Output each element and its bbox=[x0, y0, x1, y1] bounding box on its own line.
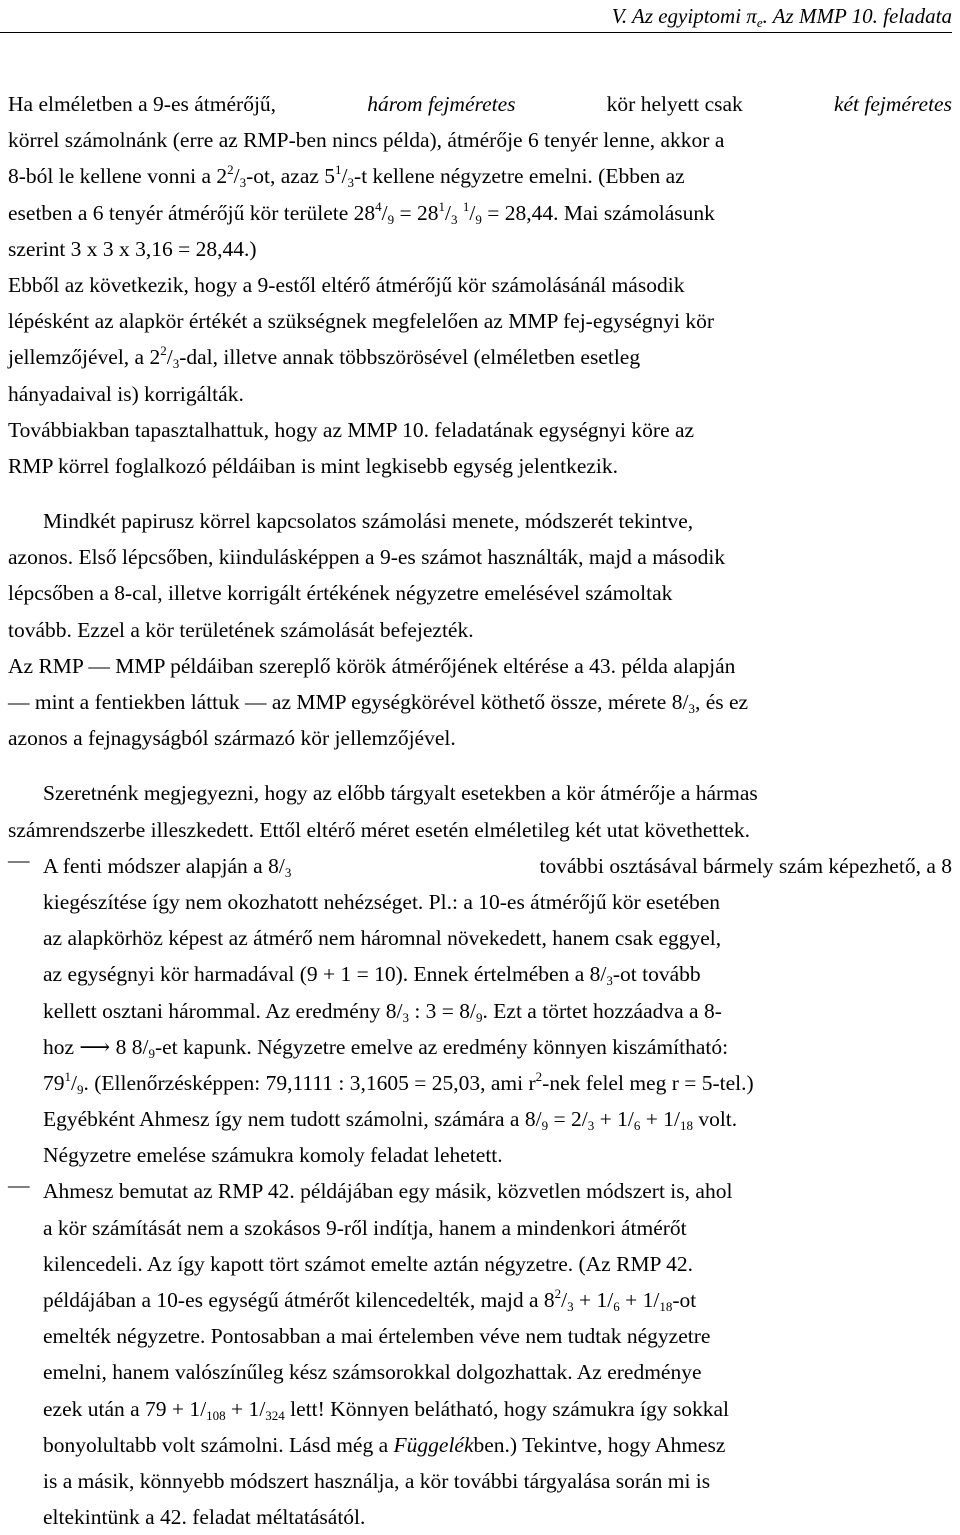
header-suffix: . Az MMP 10. feladata bbox=[762, 4, 952, 28]
text-line: azonos. Első lépcsőben, kiindulásképpen a 9-es számot használták, majd a második bbox=[8, 545, 726, 570]
text-line: emelték négyzetre. Pontosabban a mai értelemben véve nem tudtak négyzetre bbox=[43, 1324, 711, 1349]
text-line: azonos a fejnagyságból származó kör jellemzőjével. bbox=[8, 726, 456, 751]
text-line: körrel számolnánk (erre az RMP-ben nincs példa), átmérője 6 tenyér lenne, akkor a bbox=[8, 128, 725, 153]
text-line: hányadaival is) korrigálták. bbox=[8, 381, 244, 406]
text-line: eltekintünk a 42. feladat méltatásától. bbox=[43, 1505, 366, 1530]
text-line: Ebből az következik, hogy a 9-estől eltérő átmérőjű kör számolásánál második bbox=[8, 272, 685, 297]
running-header bbox=[0, 4, 952, 33]
text-line: hoz ⟶ 8 $8/_9-et$ kapunk. Négyzetre emelve az eredmény könnyen kiszámítható: bbox=[43, 1029, 952, 1065]
text-line: az alapkörhöz képest az átmérő nem háromnal növekedett, hanem csak eggyel, bbox=[43, 926, 722, 951]
text-line: lépésként az alapkör értékét a szükségnek megfelelően az MMP fej-egységnyi kör bbox=[8, 309, 715, 334]
text-line: Négyzetre emelése számukra komoly feladat lehetett. bbox=[43, 1143, 503, 1168]
text-line: példájában a 10-es egységű átmérőt kilencedelték, majd a $8^2/_3 + 1/_6 + 1/_{18}-ot$ bbox=[43, 1286, 697, 1314]
text-line: Az RMP — MMP példáiban szereplő körök átmérőjének eltérése a 43. példa alapján bbox=[8, 653, 736, 678]
text-line: kellett osztani hárommal. Az eredmény $8/_3$ : $3 = 8/_9$. Ezt a törtet hozzáadva a 8- bbox=[43, 998, 722, 1025]
text-line: Egyébként Ahmesz így nem tudott számolni, számára a $8/_9 = 2/_3 + 1/_6 + 1/_{18}$ volt. bbox=[43, 1107, 738, 1134]
header-sub: e bbox=[756, 15, 763, 30]
text-line: $79^1/_9$. (Ellenőrzésképpen: 79,1111 : 3,1605 = 25,03, ami $r^2$-nek felel meg r = 5-tel.) bbox=[43, 1068, 754, 1097]
text-line: a kör számítását nem a szokásos 9-ről indítja, hanem a mindenkori átmérőt bbox=[43, 1215, 687, 1240]
text-line: az egységnyi kör harmadával (9 + 1 = 10). Ennek értelmében a $8/_3-ot$ tovább bbox=[43, 962, 701, 989]
dash-bullet: — bbox=[8, 1173, 30, 1198]
text-line: tovább. Ezzel a kör területének számolását befejezték. bbox=[8, 617, 474, 642]
text-line: is a másik, könnyebb módszert használja, a kör további tárgyalása során mi is bbox=[43, 1468, 711, 1493]
text-line: számrendszerbe illeszkedett. Ettől eltérő méret esetén elméletileg két utat követhettek. bbox=[8, 817, 751, 842]
paragraph-4 bbox=[8, 503, 952, 648]
list-item-1 bbox=[8, 848, 952, 1174]
list-item-2 bbox=[8, 1173, 952, 1535]
text-line: A fenti módszer alapján a $8/_3$ további osztásával bármely szám képezhető, a 8 bbox=[43, 853, 952, 880]
text-line: kilencedeli. Az így kapott tört számot emelte aztán négyzetre. (Az RMP 42. bbox=[43, 1251, 693, 1276]
text-line: ezek után a $79 + 1/_{108} + 1/_{324}$ lett! Könnyen belátható, hogy számukra így sokkal bbox=[43, 1396, 730, 1423]
document-body bbox=[8, 86, 952, 1535]
text-line: lépcsőben a 8-cal, illetve korrigált értékének négyzetre emelésével számoltak bbox=[8, 581, 673, 606]
paragraph-2 bbox=[8, 267, 952, 412]
header-title: V. Az egyiptomi π bbox=[611, 4, 757, 28]
text-line: 8-ból le kellene vonni a $2^2/_3-ot$, azaz $5^1/_3-t$ kellene négyzetre emelni. (Ebben az bbox=[8, 162, 685, 191]
text-line: Ha elméletben a 9-es átmérőjű, három fejméretes kör helyett csak két fejméretes bbox=[8, 92, 952, 116]
text-line: szerint 3 x 3 x 3,16 = 28,44.) bbox=[8, 236, 257, 261]
text-line: jellemzőjével, a $2^2/_3$-dal, illetve annak többszörösével (elméletben esetleg bbox=[8, 343, 641, 372]
dash-bullet: — bbox=[8, 847, 30, 872]
text-line: Ahmesz bemutat az RMP 42. példájában egy másik, közvetlen módszert is, ahol bbox=[43, 1179, 733, 1204]
paragraph-5 bbox=[8, 648, 952, 757]
text-line: — mint a fentiekben láttuk — az MMP egységkörével köthető össze, mérete $8/_3$, és ez bbox=[8, 690, 749, 716]
arrow-icon: ⟶ bbox=[79, 1034, 111, 1059]
paragraph-6 bbox=[8, 775, 952, 847]
paragraph-3 bbox=[8, 412, 952, 484]
text-line: Mindkét papirusz körrel kapcsolatos számolási menete, módszerét tekintve, bbox=[43, 509, 694, 534]
text-line: RMP körrel foglalkozó példáiban is mint legkisebb egység jelentkezik. bbox=[8, 453, 619, 478]
text-line: bonyolultabb volt számolni. Lásd még a Függelékben.) Tekintve, hogy Ahmesz bbox=[43, 1432, 726, 1457]
text-line: kiegészítése így nem okozhatott nehézséget. Pl.: a 10-es átmérőjű kör esetében bbox=[43, 889, 721, 914]
text-line: emelni, hanem valószínűleg kész számsorokkal dolgozhattak. Az eredménye bbox=[43, 1360, 702, 1385]
text-line: Továbbiakban tapasztalhattuk, hogy az MMP 10. feladatának egységnyi köre az bbox=[8, 417, 695, 442]
text-line: Szeretnénk megjegyezni, hogy az előbb tárgyalt esetekben a kör átmérője a hármas bbox=[43, 781, 758, 806]
text-line: esetben a 6 tenyér átmérőjű kör területe $28^4/_9 = 28^1/_3$ $^1/_9 = 28,44$. Mai számolásunk bbox=[8, 198, 715, 227]
paragraph-1 bbox=[8, 86, 952, 267]
